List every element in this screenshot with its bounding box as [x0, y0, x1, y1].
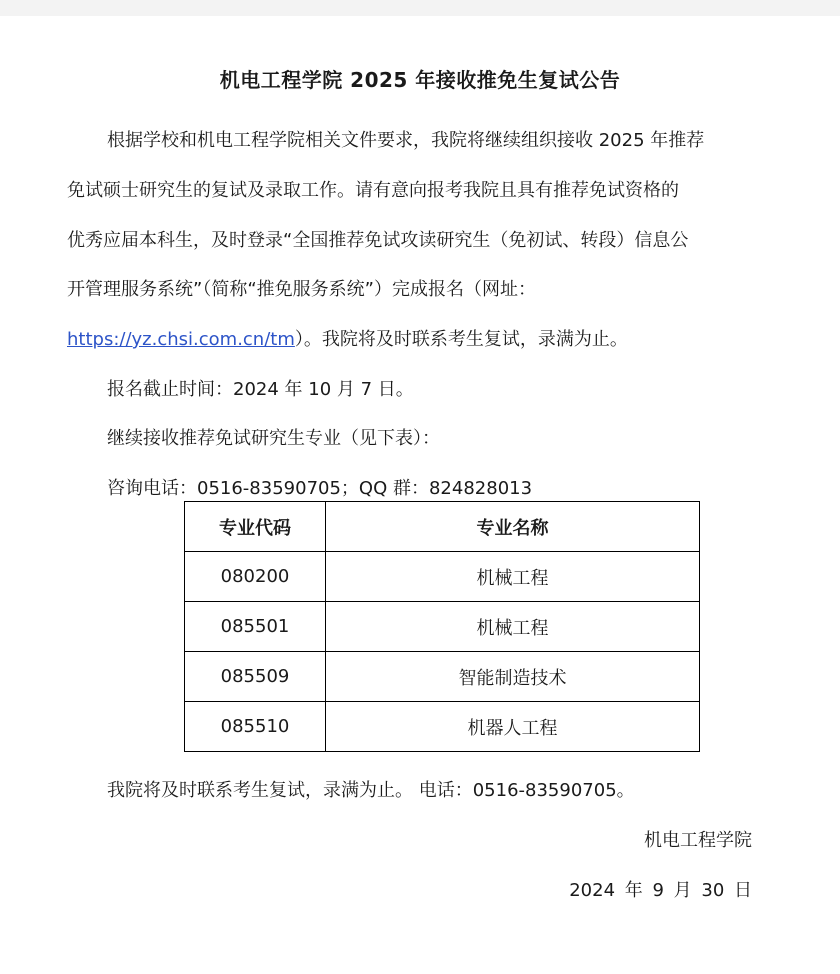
major-name-cell: 智能制造技术 — [326, 652, 700, 702]
major-code-cell: 080200 — [185, 552, 326, 602]
closing-text: 我院将及时联系考生复试，录满为止。 电话：0516-83590705。 — [107, 780, 635, 801]
majors-table — [184, 501, 700, 752]
majors-intro-text: 继续接收推荐免试研究生专业（见下表）： — [107, 428, 440, 449]
signature: 机电工程学院 — [644, 830, 752, 851]
intro-line-2: 免试硕士研究生的复试及录取工作。请有意向报考我院且具有推荐免试资格的 — [67, 180, 679, 201]
major-code-cell: 085501 — [185, 602, 326, 652]
major-name-cell: 机械工程 — [326, 602, 700, 652]
header-major-name: 专业名称 — [326, 502, 700, 552]
intro-line-1: 根据学校和机电工程学院相关文件要求，我院将继续组织接收 2025 年推荐 — [107, 130, 705, 151]
page-title: 机电工程学院 2025 年接收推免生复试公告 — [219, 68, 621, 92]
intro-line-4: 开管理服务系统”（简称“推免服务系统”）完成报名（网址： — [67, 279, 536, 300]
major-name-cell: 机械工程 — [326, 552, 700, 602]
header-major-code: 专业代码 — [185, 502, 326, 552]
deadline-text: 报名截止时间：2024 年 10 月 7 日。 — [107, 379, 414, 400]
top-bar — [0, 0, 840, 16]
intro-line-5-text: ）。我院将及时联系考生复试，录满为止。 — [294, 329, 628, 350]
table-header-row — [185, 502, 700, 552]
notice-date: 2024 年 9 月 30 日 — [569, 880, 752, 901]
table-row — [185, 552, 700, 602]
registration-link[interactable]: https://yz.chsi.com.cn/tm — [67, 329, 295, 350]
table-row — [185, 602, 700, 652]
major-name-cell: 机器人工程 — [326, 702, 700, 752]
major-code-cell: 085509 — [185, 652, 326, 702]
intro-line-5 — [67, 325, 628, 351]
major-code-cell: 085510 — [185, 702, 326, 752]
contact-text: 咨询电话：0516-83590705；QQ 群：824828013 — [107, 478, 533, 499]
intro-line-3: 优秀应届本科生，及时登录“全国推荐免试攻读研究生（免初试、转段）信息公 — [67, 230, 689, 251]
table-row — [185, 652, 700, 702]
table-row — [185, 702, 700, 752]
